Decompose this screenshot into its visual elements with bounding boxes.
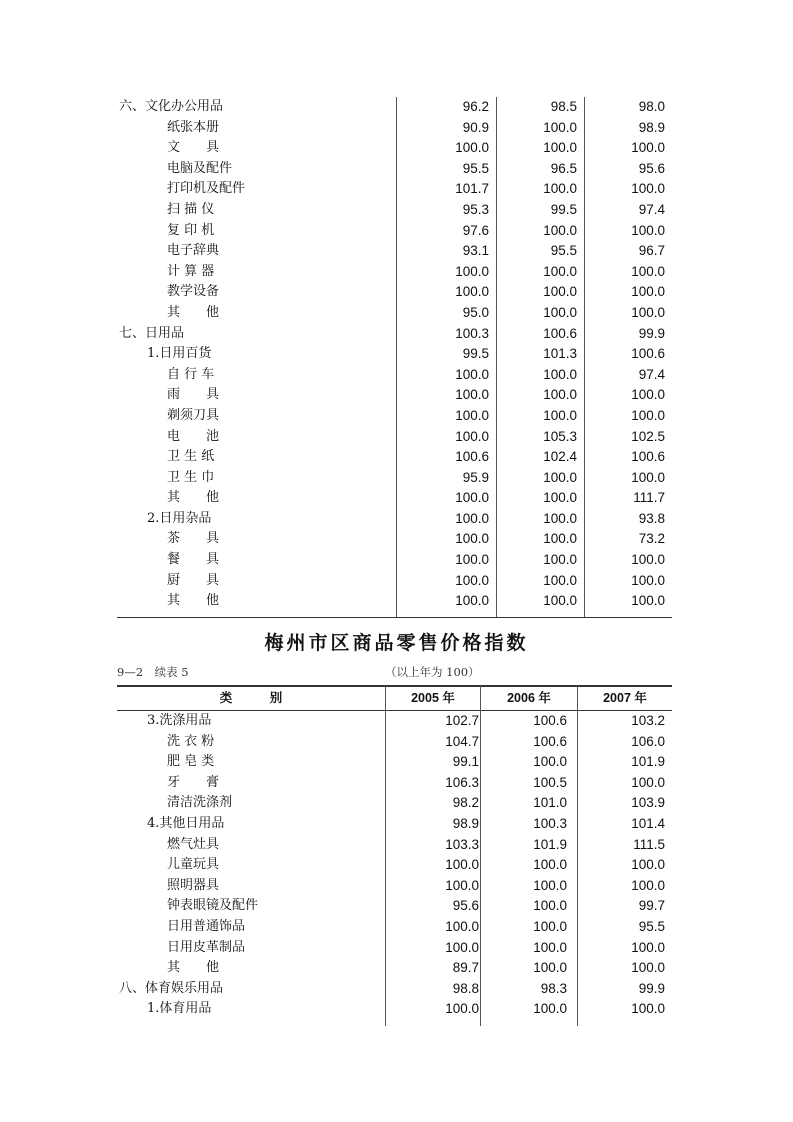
table-row	[117, 855, 672, 876]
value-2007: 100.0	[631, 140, 665, 156]
table-row	[117, 282, 672, 303]
value-2006: 98.3	[540, 980, 567, 996]
value-2005: 95.6	[452, 898, 479, 914]
table-row	[117, 365, 672, 386]
value-2005: 100.0	[455, 510, 489, 526]
value-2006: 96.5	[550, 160, 577, 176]
value-2007: 95.5	[638, 918, 665, 934]
value-2006: 100.0	[543, 304, 577, 320]
row-label: 1.日用百货	[147, 346, 212, 362]
value-2005: 100.0	[455, 552, 489, 568]
row-label: 扫 描 仪	[167, 201, 215, 217]
table-row	[117, 509, 672, 530]
table-row	[117, 711, 672, 732]
value-2006: 100.0	[543, 263, 577, 279]
value-2006: 100.5	[533, 774, 567, 790]
table-row	[117, 793, 672, 814]
value-2007: 99.7	[638, 898, 665, 914]
value-2005: 100.0	[455, 490, 489, 506]
table-row	[117, 241, 672, 262]
value-2007: 73.2	[638, 531, 665, 547]
header-2007: 2007 年	[603, 691, 647, 705]
table-row	[117, 571, 672, 592]
value-2005: 93.1	[462, 243, 489, 259]
value-2007: 101.9	[631, 754, 665, 770]
row-label: 厨 具	[167, 572, 220, 588]
value-2005: 100.0	[455, 572, 489, 588]
row-label: 文 具	[167, 140, 220, 156]
value-2007: 100.0	[631, 593, 665, 609]
value-2006: 100.0	[543, 510, 577, 526]
table-row	[117, 876, 672, 897]
value-2005: 106.3	[445, 774, 479, 790]
value-2005: 100.0	[455, 140, 489, 156]
value-2007: 97.4	[638, 366, 665, 382]
value-2006: 98.5	[550, 99, 577, 114]
row-label: 卫 生 纸	[167, 449, 215, 465]
table-row	[117, 752, 672, 773]
value-2007: 103.9	[631, 795, 665, 811]
value-2007: 106.0	[631, 733, 665, 749]
table-row	[117, 406, 672, 427]
value-2007: 100.0	[631, 939, 665, 955]
table-row	[117, 917, 672, 938]
value-2007: 93.8	[638, 510, 665, 526]
table-row	[117, 732, 672, 753]
value-2007: 100.0	[631, 284, 665, 300]
value-2007: 100.0	[631, 304, 665, 320]
value-2007: 97.4	[638, 201, 665, 217]
value-2007: 100.0	[631, 552, 665, 568]
value-2005: 95.9	[462, 469, 489, 485]
value-2007: 100.0	[631, 407, 665, 423]
value-2005: 96.2	[462, 99, 489, 114]
value-2006: 100.0	[533, 857, 567, 873]
table-row	[117, 427, 672, 448]
value-2005: 99.1	[452, 754, 479, 770]
table-row	[117, 324, 672, 345]
table-row	[117, 262, 672, 283]
row-label: 其 他	[167, 593, 220, 609]
row-label: 电脑及配件	[167, 160, 233, 176]
value-2005: 100.0	[455, 263, 489, 279]
row-label: 3.洗涤用品	[147, 713, 212, 728]
table-row	[117, 221, 672, 242]
value-2007: 100.0	[631, 181, 665, 197]
value-2006: 100.0	[533, 939, 567, 955]
value-2006: 100.0	[543, 119, 577, 135]
value-2007: 100.0	[631, 960, 665, 976]
table-row	[117, 138, 672, 159]
value-2007: 100.0	[631, 469, 665, 485]
row-label: 日用皮革制品	[167, 939, 246, 955]
row-label: 4.其他日用品	[147, 815, 225, 831]
value-2005: 100.0	[455, 387, 489, 403]
value-2007: 100.6	[631, 346, 665, 362]
row-label: 茶 具	[167, 531, 220, 547]
table-row	[117, 958, 672, 979]
table-row	[117, 773, 672, 794]
value-2006: 100.0	[533, 918, 567, 934]
value-2005: 99.5	[462, 346, 489, 362]
value-2006: 100.0	[543, 572, 577, 588]
row-label: 牙 膏	[167, 774, 220, 790]
row-label: 钟表眼镜及配件	[167, 898, 259, 914]
value-2007: 111.7	[633, 490, 665, 506]
table-row	[117, 159, 672, 180]
value-2006: 100.0	[533, 754, 567, 770]
table-row	[117, 896, 672, 917]
value-2005: 98.9	[452, 815, 479, 831]
row-label: 教学设备	[167, 284, 220, 300]
value-2006: 100.0	[543, 407, 577, 423]
value-2005: 100.0	[445, 918, 479, 934]
value-2005: 100.0	[445, 939, 479, 955]
row-label: 六、文化办公用品	[119, 99, 224, 114]
value-2007: 101.4	[631, 815, 665, 831]
table-row	[117, 344, 672, 365]
value-2005: 103.3	[445, 836, 479, 852]
value-2006: 101.9	[533, 836, 567, 852]
value-2006: 100.6	[533, 733, 567, 749]
value-2005: 100.0	[445, 857, 479, 873]
row-label: 纸张本册	[167, 119, 220, 135]
value-2006: 100.0	[543, 531, 577, 547]
value-2006: 100.0	[533, 877, 567, 893]
row-label: 剃须刀具	[167, 407, 220, 423]
value-2005: 98.2	[452, 795, 479, 811]
value-2007: 95.6	[638, 160, 665, 176]
row-label: 八、体育娱乐用品	[119, 980, 224, 996]
value-2006: 100.0	[543, 469, 577, 485]
value-2005: 95.3	[462, 201, 489, 217]
row-label: 清洁洗涤剂	[167, 795, 233, 811]
row-label: 其 他	[167, 960, 220, 976]
table-row	[117, 488, 672, 509]
value-2005: 95.0	[462, 304, 489, 320]
value-2006: 100.0	[533, 898, 567, 914]
table-row	[117, 999, 672, 1020]
value-2005: 100.0	[455, 593, 489, 609]
row-label: 自 行 车	[167, 366, 215, 382]
value-2007: 98.0	[638, 99, 665, 114]
table-id: 9—2 续表 5	[117, 665, 189, 679]
top-table	[117, 97, 672, 612]
row-label: 肥 皂 类	[167, 754, 215, 770]
bottom-table	[117, 711, 672, 1020]
row-label: 燃气灶具	[167, 836, 220, 852]
value-2007: 99.9	[638, 325, 665, 341]
value-2005: 98.8	[452, 980, 479, 996]
value-2006: 95.5	[550, 243, 577, 259]
value-2007: 98.9	[638, 119, 665, 135]
row-label: 其 他	[167, 304, 220, 320]
header-2006: 2006 年	[507, 691, 551, 705]
value-2006: 100.0	[543, 552, 577, 568]
value-2007: 111.5	[633, 836, 665, 852]
value-2007: 100.0	[631, 222, 665, 238]
value-2005: 100.3	[455, 325, 489, 341]
value-2005: 89.7	[452, 960, 479, 976]
value-2005: 90.9	[462, 119, 489, 135]
header-category: 类 别	[219, 691, 283, 705]
row-label: 电子辞典	[167, 243, 220, 259]
row-label: 计 算 器	[167, 263, 215, 279]
value-2007: 100.6	[631, 449, 665, 465]
value-2006: 99.5	[550, 201, 577, 217]
table-row	[117, 591, 672, 612]
value-2006: 100.3	[533, 815, 567, 831]
row-label: 2.日用杂品	[147, 510, 212, 526]
value-2007: 102.5	[631, 428, 665, 444]
row-label: 洗 衣 粉	[167, 733, 215, 749]
value-2006: 100.6	[543, 325, 577, 341]
value-2005: 100.0	[455, 407, 489, 423]
value-2006: 100.0	[543, 490, 577, 506]
table-bottom-rule	[117, 617, 672, 618]
value-2006: 100.0	[543, 593, 577, 609]
table-row	[117, 938, 672, 959]
value-2006: 100.0	[543, 387, 577, 403]
table-row	[117, 529, 672, 550]
value-2007: 100.0	[631, 877, 665, 893]
value-2007: 100.0	[631, 857, 665, 873]
row-label: 七、日用品	[119, 325, 185, 341]
value-2007: 100.0	[631, 1001, 665, 1017]
table-row	[117, 468, 672, 489]
row-label: 1.体育用品	[147, 1001, 212, 1017]
row-label: 卫 生 巾	[167, 469, 215, 485]
table-row	[117, 118, 672, 139]
value-2005: 100.0	[455, 284, 489, 300]
table-row	[117, 835, 672, 856]
row-label: 餐 具	[167, 552, 220, 568]
table-row	[117, 979, 672, 1000]
value-2005: 100.6	[455, 449, 489, 465]
value-2006: 105.3	[543, 428, 577, 444]
table-row	[117, 200, 672, 221]
value-2005: 100.0	[455, 366, 489, 382]
base-note: （以上年为 100）	[385, 665, 480, 679]
value-2006: 101.3	[543, 346, 577, 362]
value-2006: 101.0	[533, 795, 567, 811]
value-2007: 100.0	[631, 572, 665, 588]
value-2007: 100.0	[631, 387, 665, 403]
value-2005: 97.6	[462, 222, 489, 238]
table-row	[117, 385, 672, 406]
value-2006: 100.0	[543, 140, 577, 156]
value-2005: 102.7	[445, 713, 479, 728]
row-label: 雨 具	[167, 387, 220, 403]
row-label: 照明器具	[167, 877, 220, 893]
row-label: 儿童玩具	[167, 857, 220, 873]
value-2005: 101.7	[455, 181, 489, 197]
header-2005: 2005 年	[411, 691, 455, 705]
value-2005: 95.5	[462, 160, 489, 176]
value-2007: 99.9	[638, 980, 665, 996]
table-row	[117, 179, 672, 200]
page-title: 梅州市区商品零售价格指数	[264, 632, 529, 654]
value-2005: 100.0	[455, 428, 489, 444]
row-label: 其 他	[167, 490, 220, 506]
value-2005: 100.0	[445, 877, 479, 893]
table-row	[117, 303, 672, 324]
value-2007: 103.2	[631, 713, 665, 728]
table-row	[117, 814, 672, 835]
value-2006: 100.0	[543, 181, 577, 197]
value-2006: 100.0	[543, 284, 577, 300]
value-2006: 100.0	[533, 960, 567, 976]
row-label: 复 印 机	[167, 222, 215, 238]
value-2007: 96.7	[638, 243, 665, 259]
value-2007: 100.0	[631, 774, 665, 790]
row-label: 日用普通饰品	[167, 918, 246, 934]
table-row	[117, 97, 672, 118]
value-2006: 100.0	[533, 1001, 567, 1017]
value-2005: 100.0	[455, 531, 489, 547]
value-2005: 100.0	[445, 1001, 479, 1017]
value-2006: 100.6	[533, 713, 567, 728]
row-label: 电 池	[167, 428, 220, 444]
table-row	[117, 447, 672, 468]
value-2006: 100.0	[543, 222, 577, 238]
value-2006: 102.4	[543, 449, 577, 465]
row-label: 打印机及配件	[167, 181, 246, 197]
table-row	[117, 550, 672, 571]
value-2006: 100.0	[543, 366, 577, 382]
value-2005: 104.7	[445, 733, 479, 749]
value-2007: 100.0	[631, 263, 665, 279]
